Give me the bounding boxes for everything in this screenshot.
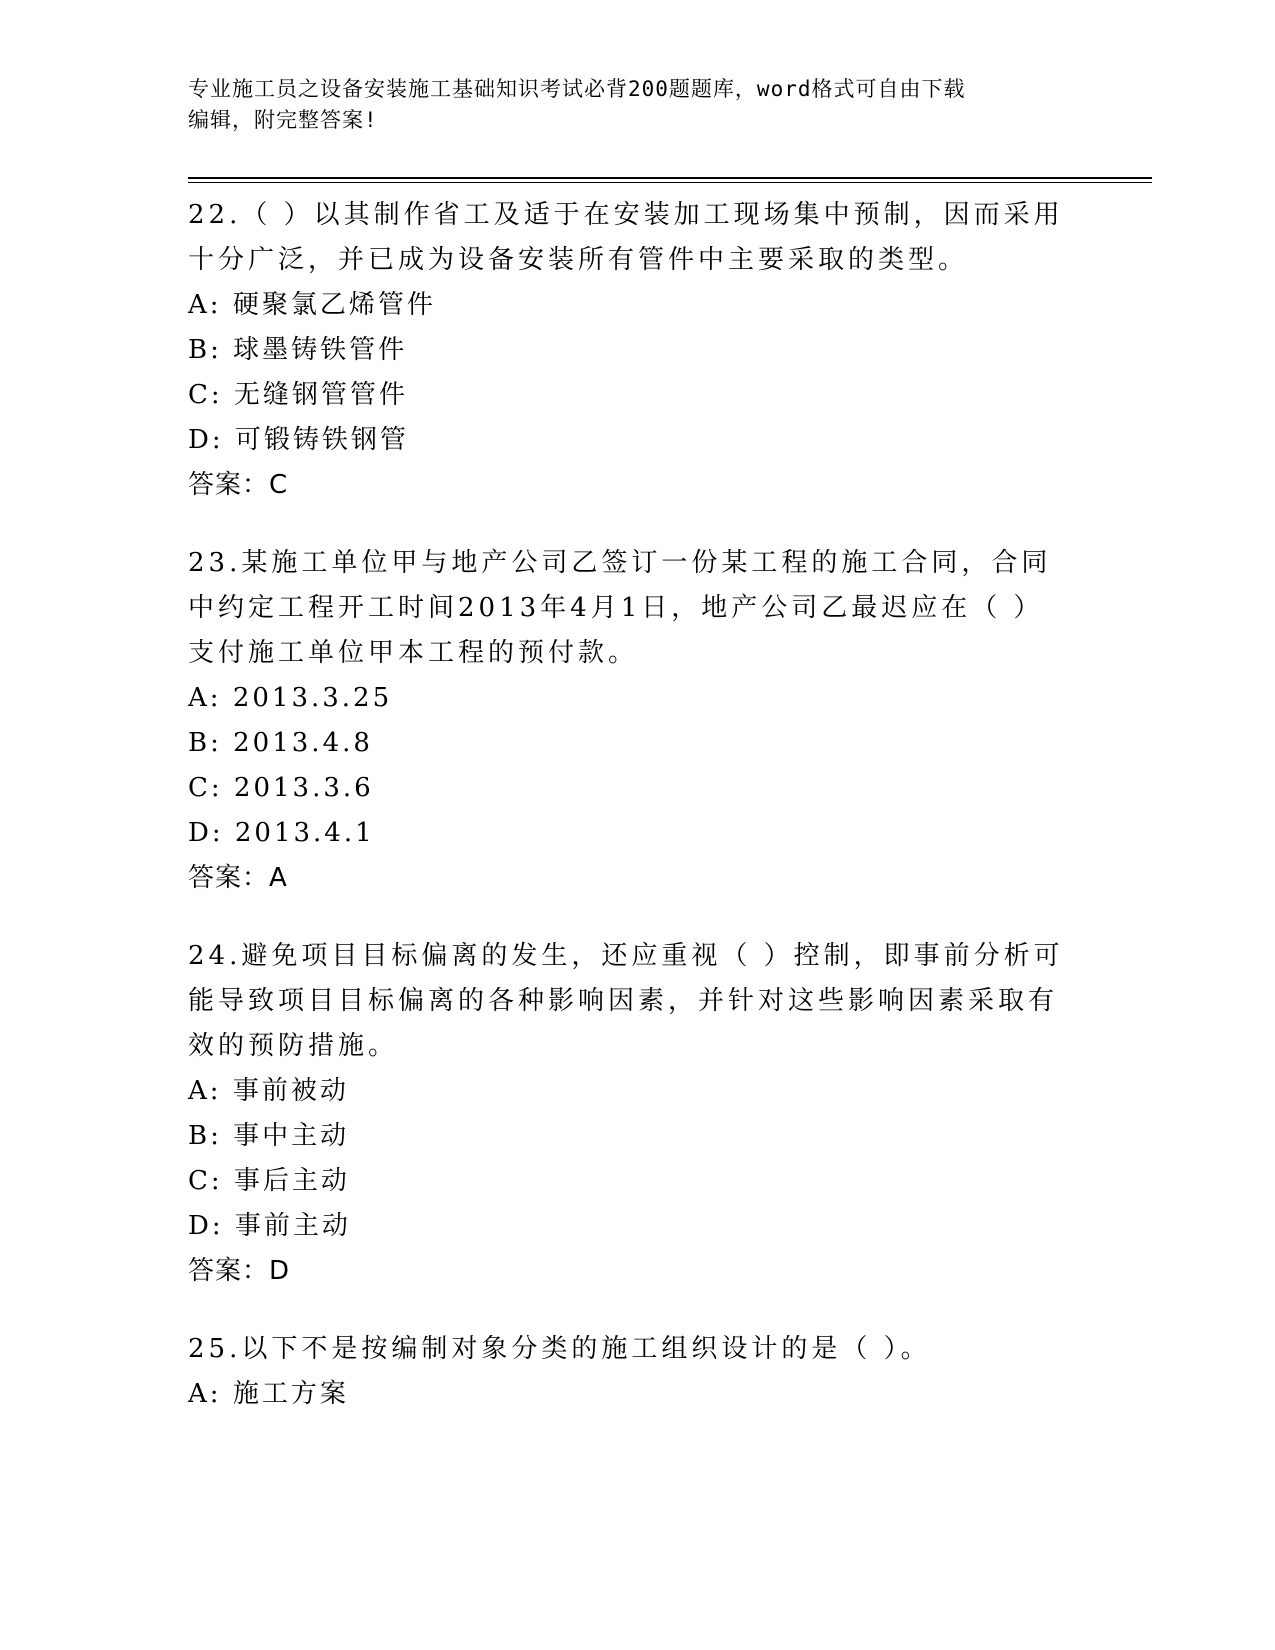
- option-a: [188, 1372, 1088, 1417]
- question-22: [188, 193, 1088, 508]
- option-text: 硬聚氯乙烯管件: [232, 290, 436, 320]
- option-c: [188, 766, 1088, 811]
- option-text: 施工方案: [232, 1379, 349, 1409]
- option-a: [188, 676, 1088, 721]
- option-letter: C:: [188, 1166, 223, 1196]
- option-letter: B:: [188, 728, 222, 758]
- option-text: 事中主动: [233, 1121, 350, 1151]
- answer-line: 答案：A: [188, 863, 288, 893]
- answer-line: 答案：D: [188, 1256, 291, 1286]
- option-text: 2013.3.6: [233, 773, 374, 803]
- option-letter: A:: [188, 290, 222, 320]
- question-24: [188, 934, 1088, 1294]
- option-a: [188, 283, 1088, 328]
- option-letter: C:: [188, 380, 223, 410]
- option-text: 2013.4.1: [234, 818, 375, 848]
- option-letter: A:: [188, 1076, 222, 1106]
- option-b: [188, 328, 1088, 373]
- option-text: 可锻铸铁钢管: [234, 425, 409, 455]
- option-d: [188, 418, 1088, 463]
- option-letter: B:: [188, 335, 222, 365]
- question-stem: 24.避免项目目标偏离的发生，还应重视（ ）控制，即事前分析可能导致项目目标偏离的各种影响因素，并针对这些影响因素采取有效的预防措施。: [188, 941, 1064, 1061]
- header-divider-thin: [188, 182, 1152, 183]
- option-letter: A:: [188, 683, 222, 713]
- question-23: [188, 541, 1088, 901]
- option-b: [188, 721, 1088, 766]
- header-line-1: 专业施工员之设备安装施工基础知识考试必背200题题库，word格式可自由下载: [188, 77, 966, 101]
- answer-line: 答案：C: [188, 470, 289, 500]
- header-line-2: 编辑，附完整答案!: [188, 108, 378, 132]
- option-letter: B:: [188, 1121, 222, 1151]
- option-letter: C:: [188, 773, 223, 803]
- header-divider-thick: [188, 177, 1152, 179]
- question-25: [188, 1327, 1088, 1417]
- question-list: [188, 193, 1088, 1450]
- document-header: [188, 74, 1068, 136]
- option-text: 事前被动: [232, 1076, 349, 1106]
- option-letter: D:: [188, 818, 224, 848]
- option-b: [188, 1114, 1088, 1159]
- question-stem: 23.某施工单位甲与地产公司乙签订一份某工程的施工合同，合同中约定工程开工时间2013年4月1日，地产公司乙最迟应在（ ）支付施工单位甲本工程的预付款。: [188, 548, 1052, 668]
- option-a: [188, 1069, 1088, 1114]
- option-text: 球墨铸铁管件: [233, 335, 408, 365]
- option-d: [188, 811, 1088, 856]
- option-text: 无缝钢管管件: [233, 380, 408, 410]
- option-letter: A:: [188, 1379, 222, 1409]
- option-text: 2013.4.8: [233, 728, 373, 758]
- question-stem: 22.（ ）以其制作省工及适于在安装加工现场集中预制，因而采用十分广泛，并已成为设备安装所有管件中主要采取的类型。: [188, 200, 1064, 275]
- option-c: [188, 373, 1088, 418]
- option-text: 事后主动: [233, 1166, 350, 1196]
- question-stem: 25.以下不是按编制对象分类的施工组织设计的是（ ）。: [188, 1334, 931, 1364]
- option-c: [188, 1159, 1088, 1204]
- option-text: 2013.3.25: [232, 683, 393, 713]
- option-text: 事前主动: [234, 1211, 351, 1241]
- option-d: [188, 1204, 1088, 1249]
- option-letter: D:: [188, 425, 224, 455]
- option-letter: D:: [188, 1211, 224, 1241]
